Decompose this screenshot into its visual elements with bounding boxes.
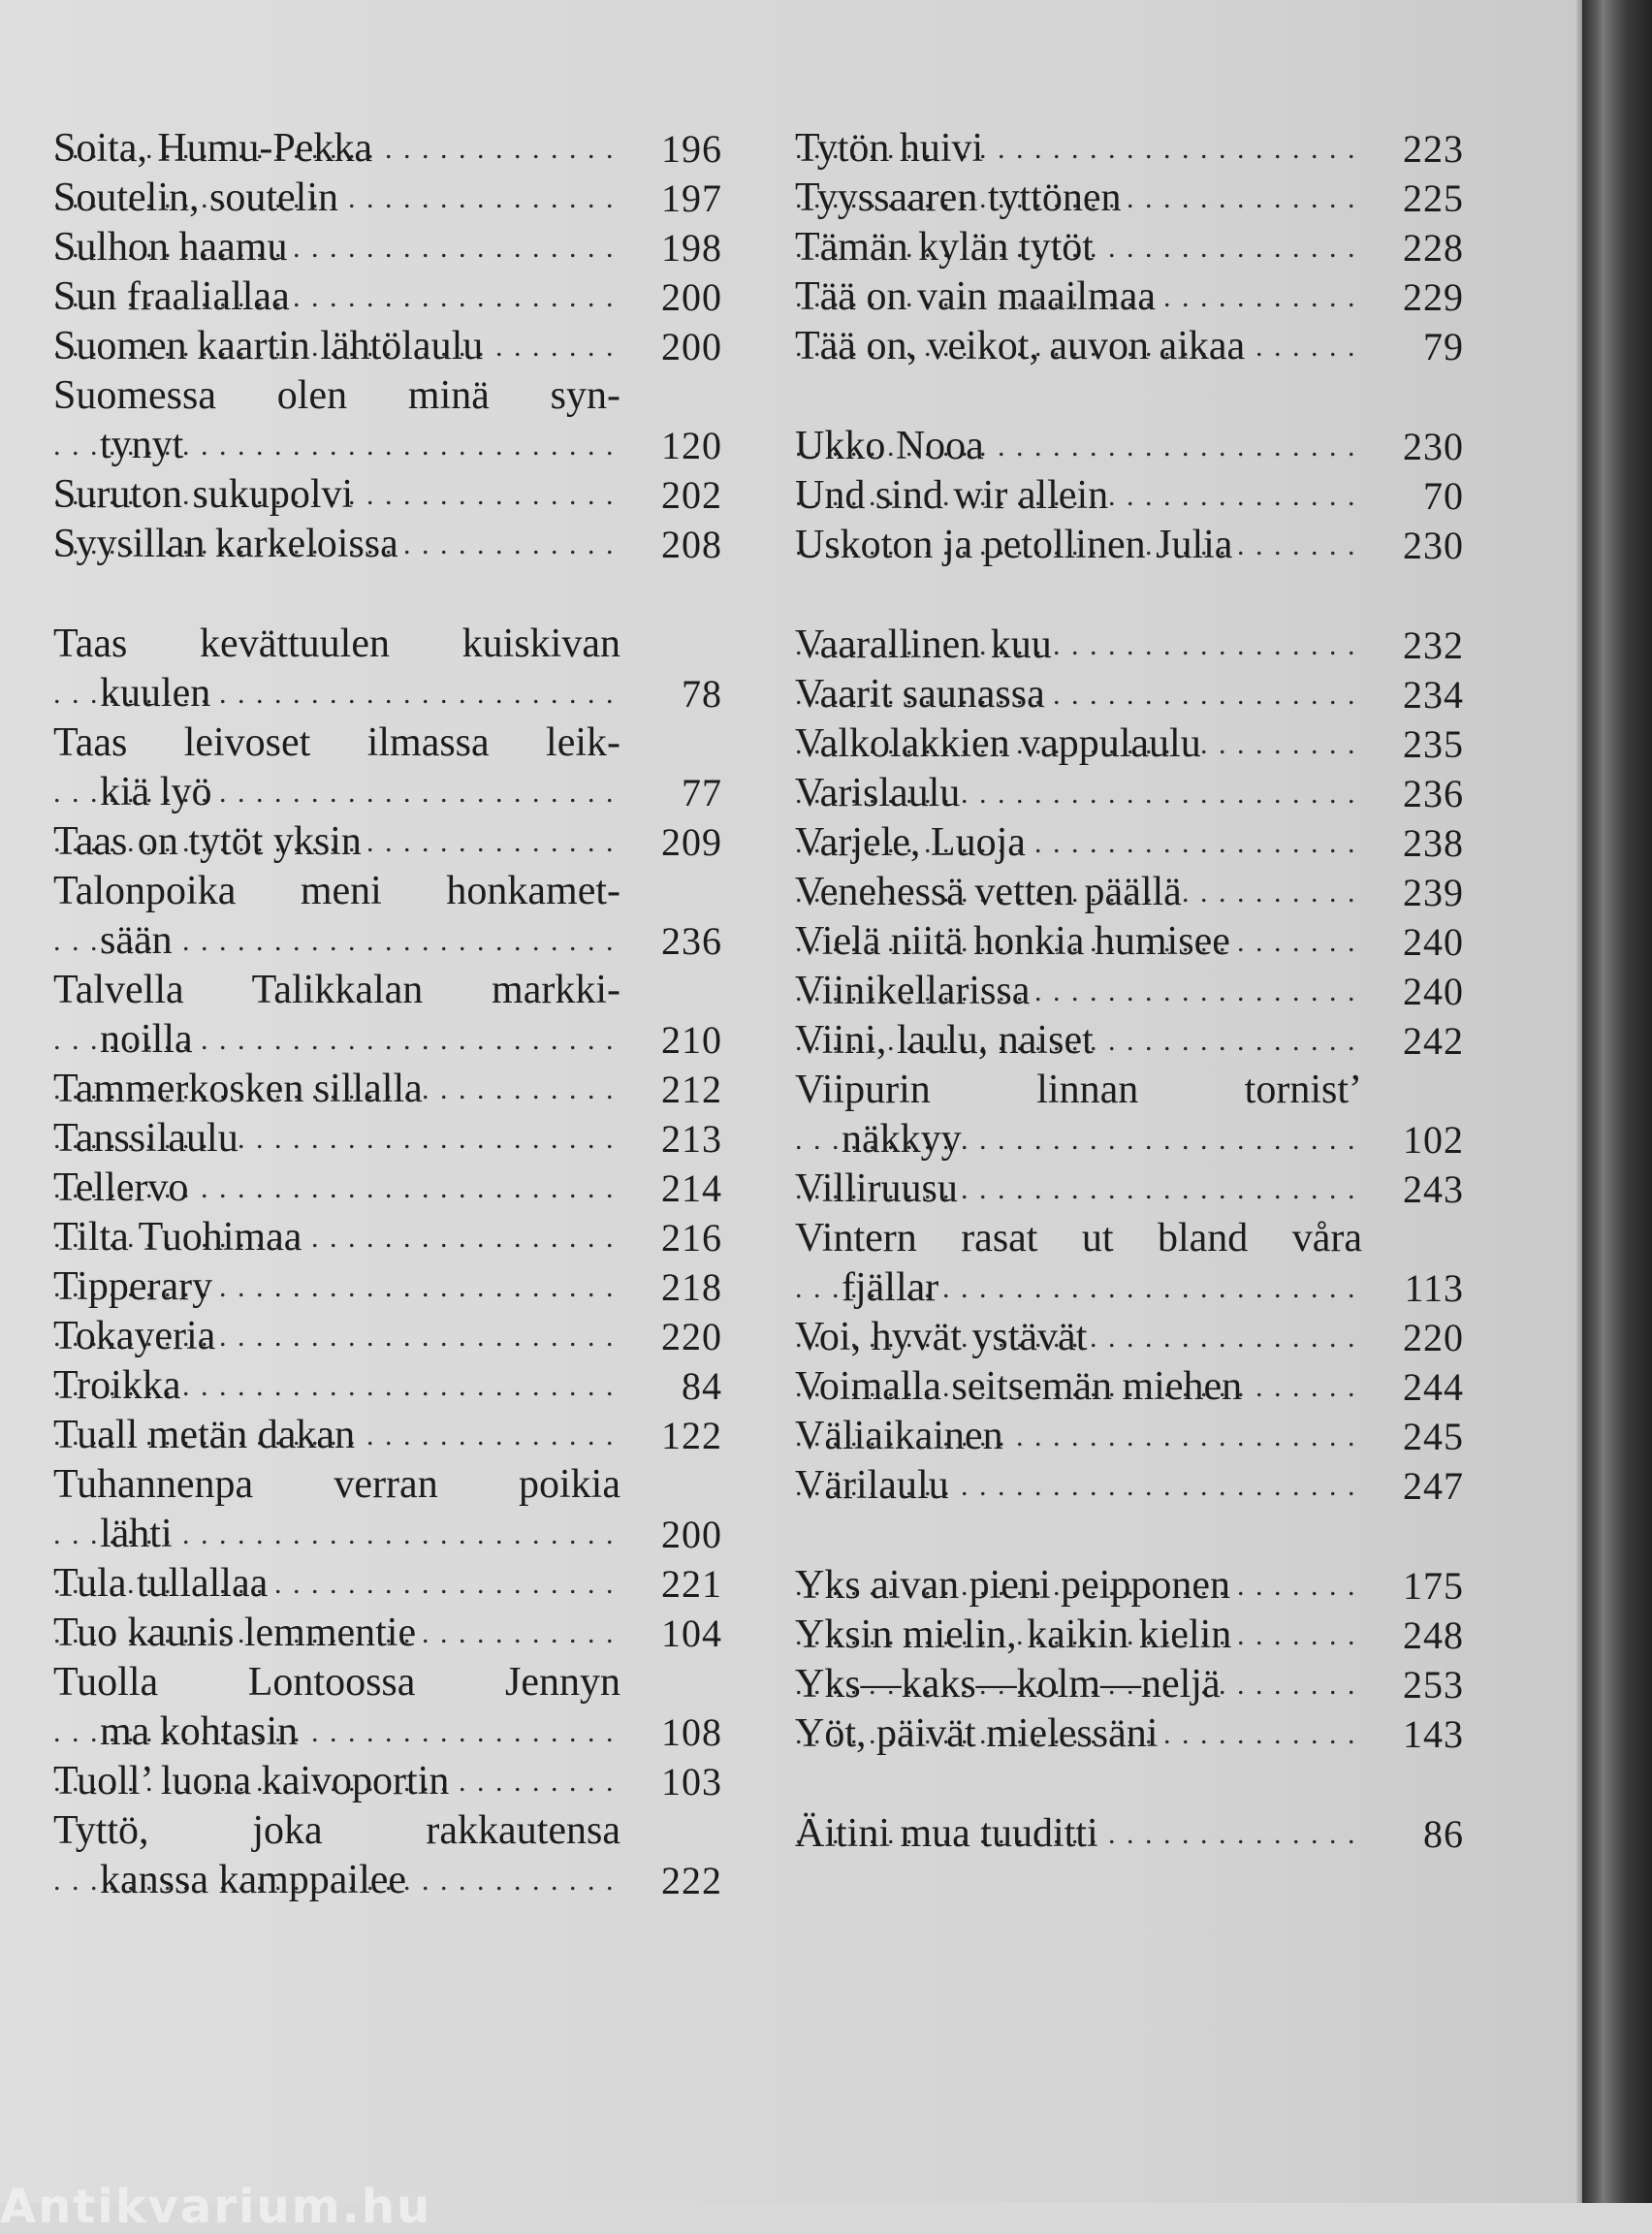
entry-title: ma kohtasin [100, 1709, 299, 1754]
entry-title: Tammerkosken sillalla [53, 1067, 423, 1111]
entry-page-number: 244 [1403, 1365, 1464, 1409]
entry-title: kanssa kamppailee [100, 1858, 407, 1902]
entry-page-number: 200 [661, 1513, 722, 1556]
entry-page-number: 78 [682, 672, 722, 716]
index-entry [53, 1757, 722, 1806]
entry-title: Uskoton ja petollinen Julia [795, 523, 1233, 567]
entry-page-number: 234 [1403, 673, 1464, 717]
entry-title: Talvella Talikkalan markki- [53, 968, 620, 1012]
entry-title: Tuolla Lontoossa Jennyn [53, 1660, 620, 1705]
entry-page-number: 248 [1403, 1613, 1464, 1657]
entry-title: Tellervo [53, 1165, 189, 1210]
entry-page-number: 240 [1403, 920, 1464, 964]
entry-page-number: 221 [661, 1562, 722, 1606]
entry-title: Tuo kaunis lemmentie [53, 1611, 417, 1655]
index-entry [53, 322, 722, 371]
index-entry [795, 1611, 1464, 1660]
index-entry [795, 818, 1464, 868]
index-entry [795, 322, 1464, 371]
entry-title: Sulhon haamu [53, 225, 288, 270]
index-entry [53, 1065, 722, 1114]
entry-page-number: 197 [661, 176, 722, 220]
index-entry [795, 1809, 1464, 1859]
entry-page-number: 230 [1403, 524, 1464, 567]
entry-page-number: 232 [1403, 623, 1464, 667]
entry-page-number: 209 [661, 820, 722, 864]
index-entry [795, 1214, 1464, 1263]
index-entry [53, 124, 722, 174]
index-entry [795, 1709, 1464, 1759]
index-entry [795, 223, 1464, 272]
entry-title: Tää on vain maailmaa [795, 274, 1156, 319]
entry-title: Varjele, Luoja [795, 820, 1026, 865]
index-entry [53, 1114, 722, 1164]
entry-title: fjällar [842, 1265, 939, 1310]
index-entry [795, 1313, 1464, 1362]
entry-page-number: 230 [1403, 425, 1464, 468]
entry-title: Und sind wir allein [795, 473, 1109, 518]
index-entry [795, 769, 1464, 818]
entry-title: Troikka [53, 1363, 181, 1408]
entry-title: Yksin mielin, kaikin kielin [795, 1612, 1232, 1657]
entry-title: sään [100, 918, 173, 963]
entry-page-number: 245 [1403, 1415, 1464, 1458]
entry-title: näkkyy [842, 1117, 962, 1162]
entry-title: Soutelin, soutelin [53, 176, 338, 220]
index-entry [53, 1609, 722, 1658]
entry-page-number: 210 [661, 1018, 722, 1062]
entry-title: Tipperary [53, 1264, 213, 1309]
index-entry [53, 1262, 722, 1312]
entry-page-number: 243 [1403, 1167, 1464, 1211]
entry-title: Vintern rasat ut bland våra [795, 1216, 1362, 1261]
entry-page-number: 86 [1423, 1812, 1464, 1856]
entry-title: Yöt, päivät mielessäni [795, 1711, 1159, 1756]
entry-title: Tuoll’ luona kaivoportin [53, 1759, 450, 1803]
index-entry [53, 421, 722, 470]
index-entry [795, 1561, 1464, 1611]
entry-title: Tula tullallaa [53, 1561, 269, 1606]
index-entry [795, 868, 1464, 917]
entry-page-number: 225 [1403, 176, 1464, 220]
entry-page-number: 220 [1403, 1316, 1464, 1359]
entry-page-number: 240 [1403, 970, 1464, 1013]
entry-page-number: 108 [661, 1710, 722, 1754]
entry-title: Vaarallinen kuu [795, 622, 1052, 667]
index-entry [795, 719, 1464, 769]
entry-title: Voi, hyvät ystävät [795, 1315, 1088, 1359]
entry-title: Viipurin linnan tornist’ [795, 1068, 1362, 1112]
entry-page-number: 198 [661, 226, 722, 270]
index-entry [795, 1115, 1464, 1165]
entry-page-number: 79 [1423, 325, 1464, 368]
index-entry [53, 1658, 722, 1707]
index-entry [53, 1559, 722, 1609]
entry-page-number: 218 [661, 1265, 722, 1309]
entry-title: Vielä niitä honkia humisee [795, 919, 1230, 964]
index-entry [795, 1461, 1464, 1511]
entry-title: Tyttö, joka rakkautensa [53, 1808, 620, 1853]
entry-title: Yks—kaks—kolm—neljä [795, 1662, 1221, 1707]
index-entry [53, 1164, 722, 1213]
index-entry [53, 223, 722, 272]
index-entry [53, 1015, 722, 1065]
index-entry [795, 521, 1464, 570]
entry-title: Vaarit saunassa [795, 672, 1045, 717]
index-entry [795, 1412, 1464, 1461]
index-entry [53, 1856, 722, 1905]
entry-page-number: 236 [1403, 772, 1464, 815]
entry-page-number: 220 [661, 1315, 722, 1358]
watermark-text: Antikvarium.hu [0, 2180, 432, 2234]
index-entry [53, 620, 722, 669]
index-entry [53, 1460, 722, 1510]
entry-page-number: 228 [1403, 226, 1464, 270]
index-entry [795, 1263, 1464, 1313]
index-entry [53, 867, 722, 916]
entry-page-number: 238 [1403, 821, 1464, 865]
index-entry [53, 1806, 722, 1856]
index-entry [795, 471, 1464, 521]
index-entry [795, 272, 1464, 322]
entry-title: Suomessa olen minä syn- [53, 373, 620, 418]
entry-title: Venehessä vetten päällä [795, 870, 1182, 914]
index-entry [795, 124, 1464, 174]
index-entry [53, 174, 722, 223]
entry-page-number: 120 [661, 424, 722, 467]
entry-title: Suruton sukupolvi [53, 472, 354, 517]
entry-title: kuulen [100, 671, 211, 716]
entry-page-number: 239 [1403, 871, 1464, 914]
index-entry [795, 1362, 1464, 1412]
index-entry [53, 371, 722, 421]
entry-title: Sun fraaliallaa [53, 274, 290, 319]
index-entry [53, 1361, 722, 1411]
entry-title: Yks aivan pieni peipponen [795, 1563, 1231, 1608]
index-entry [53, 669, 722, 718]
index-entry [53, 718, 722, 768]
entry-title: Tuhannenpa verran poikia [53, 1462, 620, 1507]
entry-page-number: 202 [661, 473, 722, 517]
entry-title: lähti [100, 1512, 173, 1556]
entry-title: Syysillan karkeloissa [53, 522, 398, 566]
entry-title: Voimalla seitsemän miehen [795, 1364, 1243, 1409]
index-entry [795, 621, 1464, 670]
entry-page-number: 208 [661, 523, 722, 566]
entry-page-number: 113 [1404, 1266, 1464, 1310]
entry-title: Tytön huivi [795, 126, 984, 171]
entry-page-number: 212 [661, 1068, 722, 1111]
index-entry [795, 1016, 1464, 1066]
entry-page-number: 235 [1403, 722, 1464, 766]
entry-title: Tyyssaaren tyttönen [795, 176, 1122, 220]
entry-title: Tokayeria [53, 1314, 216, 1358]
index-entry [53, 1213, 722, 1262]
index-entry [795, 174, 1464, 223]
index-entry [53, 1707, 722, 1757]
entry-title: Tanssilaulu [53, 1116, 238, 1161]
entry-page-number: 223 [1403, 127, 1464, 171]
entry-page-number: 122 [661, 1414, 722, 1457]
index-entry [795, 967, 1464, 1016]
entry-title: Taas leivoset ilmassa leik- [53, 720, 620, 765]
entry-page-number: 175 [1403, 1564, 1464, 1608]
index-entry [795, 917, 1464, 967]
index-entry [795, 670, 1464, 719]
index-entry [53, 272, 722, 322]
index-column-right [795, 124, 1464, 1859]
entry-page-number: 222 [661, 1859, 722, 1902]
entry-title: Äitini mua tuuditti [795, 1811, 1098, 1856]
index-entry [53, 916, 722, 966]
entry-page-number: 213 [661, 1117, 722, 1161]
entry-page-number: 247 [1403, 1464, 1464, 1508]
entry-page-number: 196 [661, 127, 722, 171]
section-gap [795, 1759, 1464, 1809]
entry-title: Väliaikainen [795, 1414, 1003, 1458]
entry-page-number: 104 [661, 1612, 722, 1655]
index-entry [53, 1411, 722, 1460]
entry-page-number: 236 [661, 919, 722, 963]
entry-page-number: 200 [661, 275, 722, 319]
entry-title: Tää on, veikot, auvon aikaa [795, 324, 1246, 368]
entry-page-number: 103 [661, 1760, 722, 1803]
entry-title: Viini, laulu, naiset [795, 1018, 1094, 1063]
index-entry [53, 817, 722, 867]
index-entry [53, 1510, 722, 1559]
entry-page-number: 242 [1403, 1019, 1464, 1063]
entry-title: Suomen kaartin lähtölaulu [53, 324, 484, 368]
index-entry [53, 1312, 722, 1361]
entry-page-number: 253 [1403, 1663, 1464, 1707]
index-entry [53, 966, 722, 1015]
section-gap [795, 1511, 1464, 1561]
section-gap [53, 569, 722, 620]
section-gap [795, 570, 1464, 621]
index-entry [795, 1660, 1464, 1709]
entry-title: Ukko Nooa [795, 424, 984, 468]
entry-title: Viinikellarissa [795, 969, 1031, 1013]
entry-page-number: 84 [682, 1364, 722, 1408]
index-entry [795, 422, 1464, 471]
entry-title: Soita, Humu-Pekka [53, 126, 372, 171]
entry-page-number: 70 [1423, 474, 1464, 518]
entry-title: tynyt [100, 423, 184, 467]
entry-title: Villiruusu [795, 1166, 958, 1211]
entry-title: Tämän kylän tytöt [795, 225, 1094, 270]
entry-title: Tuall metän dakan [53, 1413, 356, 1457]
entry-page-number: 229 [1403, 275, 1464, 319]
entry-title: Valkolakkien vappulaulu [795, 721, 1201, 766]
index-entry [53, 470, 722, 520]
entry-title: Taas kevättuulen kuiskivan [53, 622, 620, 666]
entry-title: Tilta Tuohimaa [53, 1215, 302, 1260]
entry-page-number: 200 [661, 325, 722, 368]
index-column-left [53, 124, 722, 1905]
entry-title: Värilaulu [795, 1463, 949, 1508]
entry-title: Varislaulu [795, 771, 961, 815]
entry-page-number: 77 [682, 771, 722, 814]
entry-title: Talonpoika meni honkamet- [53, 869, 620, 913]
entry-page-number: 143 [1403, 1712, 1464, 1756]
index-entry [53, 768, 722, 817]
book-spine [1582, 0, 1652, 2203]
entry-title: kiä lyö [100, 770, 212, 814]
entry-title: Taas on tytöt yksin [53, 819, 362, 864]
section-gap [795, 371, 1464, 422]
entry-page-number: 102 [1403, 1118, 1464, 1162]
index-entry [795, 1165, 1464, 1214]
index-entry [53, 520, 722, 569]
index-entry [795, 1066, 1464, 1115]
entry-page-number: 214 [661, 1166, 722, 1210]
entry-title: noilla [100, 1017, 193, 1062]
entry-page-number: 216 [661, 1216, 722, 1260]
